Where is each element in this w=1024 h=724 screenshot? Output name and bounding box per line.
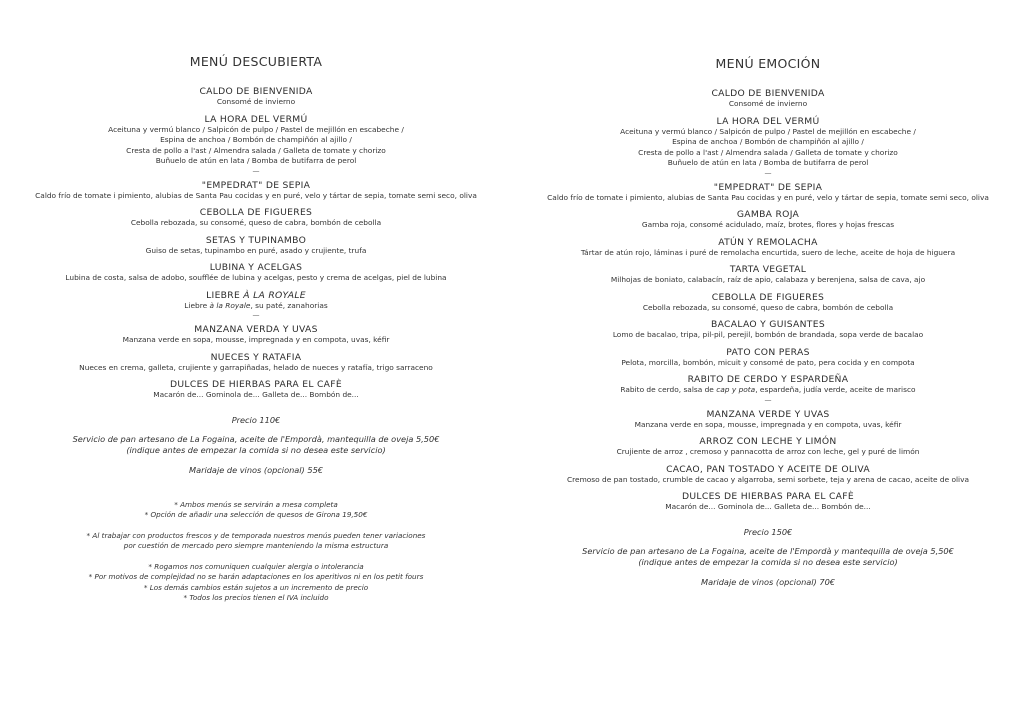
course-desc: Pelota, morcilla, bombón, micuit y consomé de pato, pera cocida y en compota: [621, 357, 915, 367]
course-cebolla: [512, 292, 1024, 314]
note: por cuestión de mercado pero siempre manteniendo la misma estructura: [123, 541, 389, 550]
course-name-text: LIEBRE: [206, 289, 244, 301]
course-name: MANZANA VERDE Y UVAS: [706, 408, 830, 420]
course-desc: Buñuelo de atún en lata / Bomba de butifarra de perol: [667, 158, 869, 167]
course-atun: [512, 237, 1024, 259]
course-gamba: [512, 209, 1024, 231]
course-name: [0, 290, 512, 301]
course-desc: Nueces en crema, galleta, crujiente y garrapiñadas, helado de nueces y ratafía, trigo sarraceno: [79, 362, 433, 372]
course-name: "EMPEDRAT" DE SEPIA: [713, 181, 823, 193]
course-tarta: [512, 264, 1024, 286]
course-name: LUBINA Y ACELGAS: [209, 262, 303, 273]
course-name: CEBOLLA DE FIGUERES: [199, 207, 313, 218]
course-bacalao: [512, 319, 1024, 341]
note: * Los demás cambios están sujetos a un incremento de precio: [143, 582, 369, 592]
course-desc: Buñuelo de atún en lata / Bomba de butifarra de perol: [155, 156, 357, 165]
course-caldo: [0, 86, 512, 108]
course-desc: Consomé de invierno: [216, 97, 296, 106]
course-cebolla: [0, 207, 512, 229]
course-desc: Caldo frío de tomate i pimiento, alubias de Santa Pau cocidas y en puré, velo y tártar de sepia, tomate semi seco, oliva: [547, 192, 989, 202]
wine-pairing: Maridaje de vinos (opcional) 55€: [189, 464, 323, 475]
course-desc-text: , espardeña, judía verde, aceite de marisco: [755, 385, 916, 394]
course-desc: Aceituna y vermú blanco / Salpicón de pulpo / Pastel de mejillón en escabeche /: [108, 124, 404, 134]
course-name: MANZANA VERDA Y UVAS: [194, 324, 318, 335]
course-desc-text: Rabito de cerdo, salsa de: [620, 385, 717, 394]
menu-descubierta: [0, 0, 512, 604]
course-vermu: [0, 114, 512, 174]
note: * Todos los precios tienen el IVA incluido: [183, 593, 329, 602]
course-name: GAMBA ROJA: [736, 209, 800, 220]
course-name: CACAO, PAN TOSTADO Y ACEITE DE OLIVA: [666, 463, 870, 475]
course-name: BACALAO Y GUISANTES: [711, 319, 825, 330]
course-name: CALDO DE BIENVENIDA: [711, 88, 825, 99]
course-desc: Cremoso de pan tostado, crumble de cacao y algarroba, semi sorbete, teja y arena de cacao, aceite de oliva: [567, 474, 969, 484]
course-pato: [512, 347, 1024, 369]
course-caldo: [512, 88, 1024, 110]
course-desc: Caldo frío de tomate i pimiento, alubias de Santa Pau cocidas y en puré, velo y tártar de sepia, tomate semi seco, oliva: [35, 190, 477, 200]
course-desc: Manzana verde en sopa, mousse, impregnada y en compota, uvas, kéfir: [634, 419, 902, 429]
course-nueces: [0, 352, 512, 374]
course-name: DULCES DE HIERBAS PARA EL CAFÈ: [682, 491, 854, 502]
course-name: SETAS Y TUPINAMBO: [205, 234, 307, 246]
note: * Opción de añadir una selección de quesos de Girona 19,50€: [144, 510, 368, 519]
menu-price: Precio 150€: [743, 526, 793, 537]
course-desc: [0, 301, 512, 312]
course-name: "EMPEDRAT" DE SEPIA: [201, 179, 311, 191]
course-name: LA HORA DEL VERMÚ: [204, 113, 308, 125]
course-arroz: [512, 436, 1024, 458]
course-dulces: [512, 491, 1024, 513]
course-desc: Consomé de invierno: [728, 99, 808, 108]
separator: —: [764, 395, 772, 404]
course-desc: Espina de anchoa / Bombón de champiñón al ajillo /: [160, 135, 352, 144]
bread-service: Servicio de pan artesano de La Fogaina, aceite de l'Empordà, mantequilla de oveja 5,50€: [72, 433, 440, 444]
note: * Rogamos nos comuniquen cualquier alergia o intolerancia: [148, 561, 364, 571]
bread-service-note: (indique antes de empezar la comida si no desea este servicio): [638, 556, 898, 567]
course-desc: Lomo de bacalao, tripa, pil-pil, perejil, bombón de brandada, sopa verde de bacalao: [612, 330, 924, 339]
course-desc: Cresta de pollo a l'ast / Almendra salada / Galleta de tomate y chorizo: [126, 145, 386, 155]
menu-title: MENÚ DESCUBIERTA: [189, 54, 323, 69]
course-name: CALDO DE BIENVENIDA: [199, 86, 313, 97]
course-desc: Espina de anchoa / Bombón de champiñón al ajillo /: [672, 137, 864, 146]
separator: —: [764, 168, 772, 177]
course-manzana: [512, 409, 1024, 431]
course-empedrat: [512, 182, 1024, 204]
course-name: DULCES DE HIERBAS PARA EL CAFÈ: [170, 379, 342, 390]
course-name: ATÚN Y REMOLACHA: [718, 236, 818, 248]
separator: —: [252, 166, 260, 175]
course-manzana: [0, 324, 512, 346]
bread-service: Servicio de pan artesano de La Fogaina, aceite de l'Empordà y mantequilla de oveja 5,50€: [582, 545, 954, 556]
course-rabito: [512, 374, 1024, 403]
course-name: RABITO DE CERDO Y ESPARDEÑA: [687, 374, 849, 385]
course-desc: Gamba roja, consomé acidulado, maíz, brotes, flores y hojas frescas: [641, 220, 895, 229]
course-desc-italic: à la Royale: [209, 300, 251, 310]
separator: —: [252, 311, 260, 319]
course-lubina: [0, 262, 512, 284]
course-liebre: [0, 290, 512, 319]
course-cacao: [512, 464, 1024, 486]
course-name: NUECES Y RATAFIA: [210, 351, 302, 363]
course-empedrat: [0, 180, 512, 202]
course-desc: [512, 385, 1024, 396]
menu-emocion: [512, 0, 1024, 588]
course-desc: Cresta de pollo a l'ast / Almendra salada / Galleta de tomate y chorizo: [638, 147, 898, 157]
menu-title: MENÚ EMOCIÓN: [715, 56, 821, 71]
course-desc-text: , su paté, zanahorias: [250, 300, 328, 310]
course-desc-text: Liebre: [184, 300, 210, 310]
course-name: PATO CON PERAS: [726, 346, 810, 358]
course-desc: Guiso de setas, tupinambo en puré, asado y crujiente, trufa: [145, 245, 367, 255]
course-setas: [0, 235, 512, 257]
wine-pairing: Maridaje de vinos (opcional) 70€: [701, 576, 835, 587]
course-desc: Lubina de costa, salsa de adobo, soufflée de lubina y acelgas, pesto y crema de acelgas, piel de lubina: [65, 273, 447, 282]
menu-price: Precio 110€: [231, 414, 281, 425]
note: * Por motivos de complejidad no se harán adaptaciones en los aperitivos ni en los petit fours: [88, 572, 424, 581]
note: * Ambos menús se servirán a mesa completa: [174, 499, 338, 509]
course-desc: Milhojas de boniato, calabacín, raíz de apio, calabaza y berenjena, salsa de cava, ajo: [610, 275, 926, 284]
course-name-italic: À LA ROYALE: [243, 289, 306, 301]
course-name: CEBOLLA DE FIGUERES: [711, 291, 825, 303]
course-desc: Aceituna y vermú blanco / Salpicón de pulpo / Pastel de mejillón en escabeche /: [620, 126, 916, 136]
course-desc: Tártar de atún rojo, láminas i puré de remolacha encurtida, suero de leche, aceite de hoja de higuera: [580, 247, 956, 257]
course-name: LA HORA DEL VERMÚ: [716, 115, 820, 127]
course-vermu: [512, 116, 1024, 176]
course-name: TARTA VEGETAL: [729, 264, 807, 275]
course-desc: Macarón de... Gominola de... Galleta de... Bombón de...: [665, 502, 871, 511]
course-desc: Manzana verde en sopa, mousse, impregnada y en compota, uvas, kéfir: [122, 335, 390, 344]
course-desc: Macarón de... Gominola de... Galleta de... Bombón de...: [153, 390, 359, 399]
bread-service-note: (indique antes de empezar la comida si no desea este servicio): [126, 444, 386, 455]
course-desc-italic: cap y pota: [716, 385, 756, 394]
course-desc: Cebolla rebozada, su consomé, queso de cabra, bombón de cebolla: [642, 302, 894, 312]
course-dulces: [0, 379, 512, 401]
course-desc: Crujiente de arroz , cremoso y pannacotta de arroz con leche, gel y puré de limón: [616, 447, 920, 456]
course-desc: Cebolla rebozada, su consomé, queso de cabra, bombón de cebolla: [130, 218, 382, 227]
course-name: ARROZ CON LECHE Y LIMÓN: [699, 436, 837, 447]
note: * Al trabajar con productos frescos y de temporada nuestros menús pueden tener variaciones: [86, 530, 426, 540]
